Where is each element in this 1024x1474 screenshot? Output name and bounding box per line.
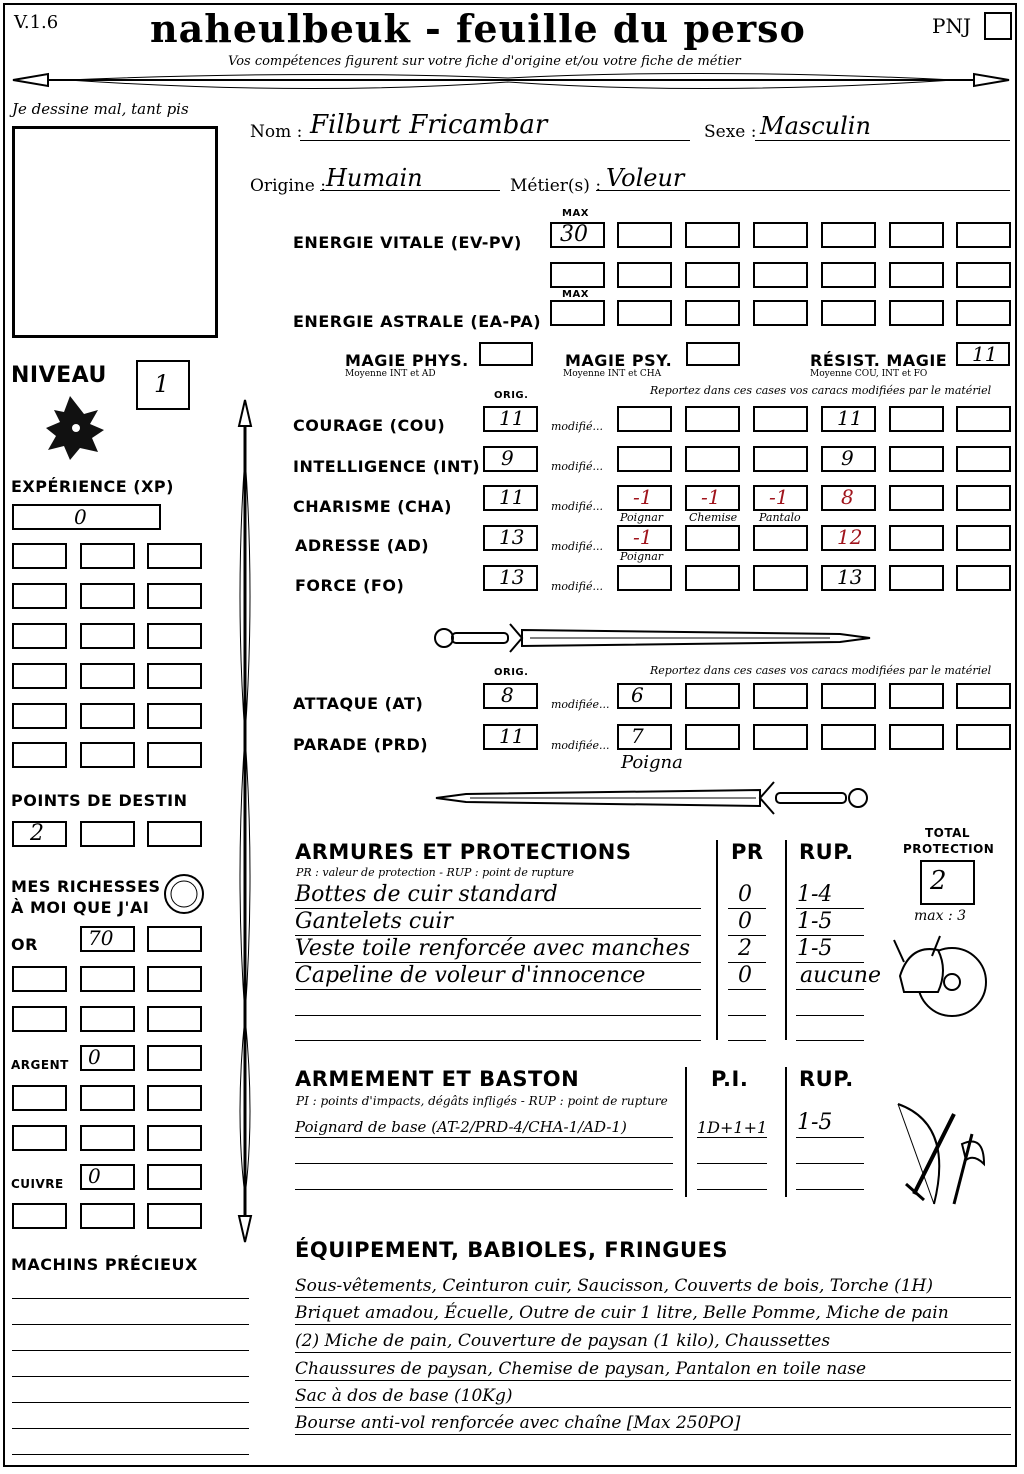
money-cell[interactable] (12, 1203, 67, 1229)
ev-label: ENERGIE VITALE (EV-PV) (293, 233, 522, 252)
armure-row-rup[interactable]: 1-5 (797, 909, 833, 934)
armure-row-pr[interactable]: 0 (738, 882, 752, 907)
armure-row-line[interactable] (728, 1015, 766, 1016)
equipement-rule (295, 1380, 1011, 1381)
cha-mod-3-value: -1 (769, 485, 789, 509)
ad-orig-value: 13 (499, 525, 525, 549)
xp-cell[interactable] (147, 623, 202, 649)
armure-rup-header: RUP. (799, 840, 854, 864)
coin-icon (162, 872, 206, 916)
ad-mod-1-value: -1 (633, 525, 653, 549)
armement-pi-header: P.I. (711, 1067, 749, 1091)
ea-max-label: MAX (562, 289, 589, 300)
courage-modif-label: modifié... (551, 420, 603, 433)
at-mod-box[interactable] (889, 683, 944, 709)
courage-mod-box[interactable] (617, 406, 672, 432)
ev-box[interactable] (753, 222, 808, 248)
armement-row-line[interactable] (295, 1163, 673, 1164)
metier-value[interactable]: Voleur (606, 164, 685, 192)
armement-col-divider (685, 1067, 687, 1197)
ad-mod-box[interactable] (889, 525, 944, 551)
argent-label: ARGENT (11, 1058, 69, 1072)
ad-mod-box[interactable] (956, 525, 1011, 551)
armure-title: ARMURES ET PROTECTIONS (295, 840, 632, 864)
fo-modif-label: modifié... (551, 580, 603, 593)
magie-phys-label: MAGIE PHYS. (345, 351, 469, 370)
ev-box[interactable] (685, 222, 740, 248)
ev-box[interactable] (956, 262, 1011, 288)
money-cell[interactable] (80, 1006, 135, 1032)
int-mod-box[interactable] (753, 446, 808, 472)
xp-cell[interactable] (147, 742, 202, 768)
ea-box[interactable] (956, 300, 1011, 326)
ad-mod-box[interactable] (753, 525, 808, 551)
at-modif-label: modifiée... (551, 698, 610, 711)
prd-mod-box[interactable] (685, 724, 740, 750)
at-mod-value: 6 (631, 683, 644, 707)
cha-final-box[interactable] (821, 485, 876, 511)
xp-cell[interactable] (147, 703, 202, 729)
prd-mod-box[interactable] (821, 724, 876, 750)
ad-mod-box[interactable] (685, 525, 740, 551)
money-cell[interactable] (12, 1125, 67, 1151)
equipement-title: ÉQUIPEMENT, BABIOLES, FRINGUES (295, 1238, 728, 1262)
ad-orig-box[interactable] (483, 525, 538, 551)
xp-value: 0 (74, 505, 87, 529)
ea-label: ENERGIE ASTRALE (EA-PA) (293, 312, 542, 331)
xp-cell[interactable] (80, 703, 135, 729)
ea-box[interactable] (685, 300, 740, 326)
cuivre-box[interactable] (80, 1164, 135, 1190)
ea-box[interactable] (889, 300, 944, 326)
equipement-line[interactable]: Bourse anti-vol renforcée avec chaîne [Max 250PO] (295, 1413, 741, 1433)
combat-report-note: Reportez dans ces cases vos caracs modifiées par le matériel (650, 664, 992, 677)
machins-line[interactable] (12, 1350, 249, 1351)
courage-mod-box[interactable] (889, 406, 944, 432)
ad-mod-box[interactable] (617, 525, 672, 551)
ea-box[interactable] (821, 300, 876, 326)
equipement-rule (295, 1434, 1011, 1435)
fo-final-box[interactable] (821, 565, 876, 591)
or-box[interactable] (80, 926, 135, 952)
armure-row-line[interactable] (728, 1040, 766, 1041)
niveau-box[interactable] (136, 360, 190, 410)
argent-box[interactable] (147, 1045, 202, 1071)
money-cell[interactable] (80, 1203, 135, 1229)
int-orig-value: 9 (501, 446, 514, 470)
cuivre-label: CUIVRE (11, 1177, 64, 1191)
armure-row-rup[interactable]: 1-5 (797, 936, 833, 961)
equipement-line[interactable]: Sac à dos de base (10Kg) (295, 1386, 513, 1406)
equipement-line[interactable]: Sous-vêtements, Ceinturon cuir, Saucisson, Couverts de bois, Torche (1H) (295, 1276, 933, 1296)
attaque-label: ATTAQUE (AT) (293, 694, 424, 713)
dragon-icon (40, 392, 108, 464)
nom-value[interactable]: Filburt Fricambar (310, 110, 548, 140)
at-orig-value: 8 (501, 683, 514, 707)
total-protection-value: 2 (930, 866, 947, 896)
money-cell[interactable] (12, 1006, 67, 1032)
portrait-box[interactable] (12, 126, 218, 338)
magie-psy-note: Moyenne INT et CHA (563, 369, 662, 379)
armure-row-rup[interactable]: 1-4 (797, 882, 833, 907)
ev-box[interactable] (550, 262, 605, 288)
int-final-value: 9 (841, 446, 854, 470)
armement-row-line[interactable] (796, 1189, 864, 1190)
resist-magie-note: Moyenne COU, INT et FO (810, 369, 928, 379)
money-cell[interactable] (147, 1203, 202, 1229)
origine-label: Origine : (250, 176, 326, 196)
armement-row-rup[interactable]: 1-5 (797, 1110, 833, 1135)
xp-cell[interactable] (80, 623, 135, 649)
prd-mod-box[interactable] (617, 724, 672, 750)
intelligence-label: INTELLIGENCE (INT) (293, 457, 481, 476)
fo-mod-box[interactable] (956, 565, 1011, 591)
xp-box[interactable] (12, 504, 161, 530)
sheet-subtitle: Vos compétences figurent sur votre fiche d'origine et/ou votre fiche de métier (228, 54, 741, 69)
armure-row-line[interactable] (796, 1040, 864, 1041)
armure-row-line (796, 989, 864, 990)
ea-max-box[interactable] (550, 300, 605, 326)
total-protection-label-2: PROTECTION (903, 842, 995, 856)
niveau-label: NIVEAU (11, 363, 107, 388)
prd-mod-note: Poigna (621, 752, 683, 773)
cha-orig-box[interactable] (483, 485, 538, 511)
nom-label: Nom : (250, 122, 303, 142)
at-mod-box[interactable] (753, 683, 808, 709)
int-mod-box[interactable] (956, 446, 1011, 472)
at-mod-box[interactable] (685, 683, 740, 709)
ev-box[interactable] (821, 222, 876, 248)
charisme-label: CHARISME (CHA) (293, 497, 452, 516)
armement-row-line[interactable] (295, 1189, 673, 1190)
sword-icon (430, 618, 876, 658)
spear-divider-icon (8, 66, 1014, 94)
carac-report-note: Reportez dans ces cases vos caracs modifiées par le matériel (650, 384, 992, 397)
pnj-label: PNJ (932, 14, 971, 38)
int-orig-box[interactable] (483, 446, 538, 472)
money-cell[interactable] (80, 1125, 135, 1151)
destin-box[interactable] (147, 821, 202, 847)
machins-label: MACHINS PRÉCIEUX (11, 1255, 198, 1274)
carac-orig-label: ORIG. (494, 390, 529, 401)
cuivre-box[interactable] (147, 1164, 202, 1190)
fo-final-value: 13 (837, 565, 863, 589)
armure-row-line[interactable] (295, 1015, 701, 1016)
magie-phys-box[interactable] (479, 342, 533, 366)
armure-row-line (728, 989, 766, 990)
ad-final-value: 12 (837, 525, 863, 549)
resist-magie-box[interactable] (956, 342, 1010, 366)
ev-box[interactable] (617, 222, 672, 248)
courage-orig-box[interactable] (483, 406, 538, 432)
ad-final-box[interactable] (821, 525, 876, 551)
helmet-shield-icon (890, 930, 990, 1024)
ev-max-value: 30 (560, 222, 588, 247)
armure-row-line[interactable] (295, 1040, 701, 1041)
money-cell[interactable] (80, 1085, 135, 1111)
machins-line[interactable] (12, 1454, 249, 1455)
courage-label: COURAGE (COU) (293, 416, 446, 435)
armure-row-pr[interactable]: 0 (738, 963, 752, 988)
armure-row-line (295, 989, 701, 990)
sword-icon (430, 778, 876, 818)
fo-mod-box[interactable] (685, 565, 740, 591)
armure-row-pr[interactable]: 0 (738, 909, 752, 934)
armure-pr-header: PR (731, 840, 764, 864)
magie-phys-note: Moyenne INT et AD (345, 369, 436, 379)
armement-row-line[interactable] (697, 1163, 767, 1164)
money-cell[interactable] (147, 1006, 202, 1032)
money-cell[interactable] (80, 966, 135, 992)
cha-mod-box[interactable] (685, 485, 740, 511)
total-protection-label: TOTAL (925, 826, 971, 840)
cha-mod-2-value: -1 (701, 485, 721, 509)
parade-label: PARADE (PRD) (293, 735, 429, 754)
armement-rup-header: RUP. (799, 1067, 854, 1091)
niveau-value: 1 (154, 370, 170, 398)
ad-modif-label: modifié... (551, 540, 603, 553)
machins-line[interactable] (12, 1324, 249, 1325)
or-box[interactable] (147, 926, 202, 952)
armure-note: PR : valeur de protection - RUP : point de rupture (296, 866, 574, 879)
richesses-label: MES RICHESSES (11, 877, 161, 896)
xp-cell[interactable] (80, 663, 135, 689)
armement-row-line (295, 1137, 673, 1138)
int-mod-box[interactable] (889, 446, 944, 472)
courage-mod-box[interactable] (753, 406, 808, 432)
prd-mod-box[interactable] (956, 724, 1011, 750)
machins-line[interactable] (12, 1428, 249, 1429)
prd-mod-value: 7 (631, 724, 644, 748)
sheet-title: naheulbeuk - feuille du perso (150, 6, 806, 51)
armure-col-divider (716, 840, 718, 1040)
courage-orig-value: 11 (499, 406, 525, 430)
portrait-caption: Je dessine mal, tant pis (12, 100, 189, 118)
sexe-value[interactable]: Masculin (760, 112, 871, 140)
fo-mod-box[interactable] (889, 565, 944, 591)
xp-label: EXPÉRIENCE (XP) (11, 477, 174, 496)
int-mod-box[interactable] (685, 446, 740, 472)
argent-value: 0 (88, 1045, 101, 1069)
prd-mod-box[interactable] (889, 724, 944, 750)
ev-max-label: MAX (562, 208, 589, 219)
fo-orig-value: 13 (499, 565, 525, 589)
ev-box[interactable] (685, 262, 740, 288)
xp-cell[interactable] (147, 663, 202, 689)
cha-mod-1-note: Poignar (620, 511, 664, 524)
ev-box[interactable] (617, 262, 672, 288)
money-cell[interactable] (147, 1125, 202, 1151)
xp-cell[interactable] (80, 583, 135, 609)
sexe-line (755, 140, 1010, 141)
equipement-line[interactable]: (2) Miche de pain, Couverture de paysan (1 kilo), Chaussettes (295, 1331, 831, 1351)
ev-box[interactable] (753, 262, 808, 288)
adresse-label: ADRESSE (AD) (295, 536, 430, 555)
or-label: OR (11, 935, 38, 954)
sexe-label: Sexe : (704, 122, 757, 142)
armement-note: PI : points d'impacts, dégâts infligés - RUP : point de rupture (296, 1094, 668, 1108)
money-cell[interactable] (147, 1085, 202, 1111)
xp-cell[interactable] (12, 583, 67, 609)
xp-cell[interactable] (147, 543, 202, 569)
money-cell[interactable] (12, 966, 67, 992)
cha-final-value: 8 (841, 485, 854, 509)
cha-mod-3-note: Pantalo (759, 511, 801, 524)
weapons-icon (884, 1094, 994, 1214)
prd-modif-label: modifiée... (551, 739, 610, 752)
ea-box[interactable] (753, 300, 808, 326)
armement-row-line (796, 1137, 864, 1138)
money-cell[interactable] (147, 966, 202, 992)
courage-final-value: 11 (837, 406, 863, 430)
armure-row-name[interactable]: Veste toile renforcée avec manches (295, 936, 690, 961)
armement-row-pi[interactable]: 1D+1+1 (697, 1118, 768, 1137)
at-mod-box[interactable] (617, 683, 672, 709)
version-label: V.1.6 (14, 12, 59, 33)
armement-row-line[interactable] (697, 1189, 767, 1190)
nom-line (300, 140, 690, 141)
armure-row-name[interactable]: Capeline de voleur d'innocence (295, 963, 646, 988)
fo-mod-box[interactable] (753, 565, 808, 591)
equipement-rule (295, 1407, 1011, 1408)
at-mod-box[interactable] (821, 683, 876, 709)
destin-box[interactable] (80, 821, 135, 847)
xp-cell[interactable] (80, 543, 135, 569)
armure-row-name[interactable]: Gantelets cuir (295, 909, 453, 934)
destin-label: POINTS DE DESTIN (11, 791, 188, 810)
cha-orig-value: 11 (499, 485, 525, 509)
cha-mod-box[interactable] (889, 485, 944, 511)
int-mod-box[interactable] (617, 446, 672, 472)
machins-line[interactable] (12, 1298, 249, 1299)
armement-row-line[interactable] (796, 1163, 864, 1164)
cha-mod-box[interactable] (617, 485, 672, 511)
ev-box[interactable] (889, 222, 944, 248)
at-orig-box[interactable] (483, 683, 538, 709)
argent-box[interactable] (80, 1045, 135, 1071)
force-label: FORCE (FO) (295, 576, 405, 595)
fo-mod-box[interactable] (617, 565, 672, 591)
xp-cell[interactable] (147, 583, 202, 609)
cha-mod-box[interactable] (956, 485, 1011, 511)
ev-box[interactable] (956, 222, 1011, 248)
xp-cell[interactable] (12, 543, 67, 569)
cha-modif-label: modifié... (551, 500, 603, 513)
prd-mod-box[interactable] (753, 724, 808, 750)
courage-mod-box[interactable] (956, 406, 1011, 432)
armure-row-pr[interactable]: 2 (738, 936, 752, 961)
ev-box[interactable] (821, 262, 876, 288)
xp-cell[interactable] (12, 703, 67, 729)
equipement-line[interactable]: Chaussures de paysan, Chemise de paysan, Pantalon en toile nase (295, 1359, 867, 1379)
prd-orig-value: 11 (499, 724, 525, 748)
or-value: 70 (88, 926, 114, 950)
cha-mod-1-value: -1 (633, 485, 653, 509)
richesses-label-2: À MOI QUE J'AI (11, 898, 150, 917)
ev-max-box[interactable] (550, 222, 605, 248)
cha-mod-box[interactable] (753, 485, 808, 511)
equipement-rule (295, 1297, 1011, 1298)
xp-cell[interactable] (12, 663, 67, 689)
ea-box[interactable] (617, 300, 672, 326)
max-protection-note: max : 3 (914, 908, 967, 924)
machins-line[interactable] (12, 1402, 249, 1403)
armure-col-divider (785, 840, 787, 1040)
fo-orig-box[interactable] (483, 565, 538, 591)
machins-line[interactable] (12, 1376, 249, 1377)
combat-orig-label: ORIG. (494, 667, 529, 678)
destin-box[interactable] (12, 821, 67, 847)
int-final-box[interactable] (821, 446, 876, 472)
armure-row-rup[interactable]: aucune (800, 963, 881, 988)
equipement-rule (295, 1324, 1011, 1325)
cha-mod-2-note: Chemise (689, 511, 738, 524)
equipement-line[interactable]: Briquet amadou, Écuelle, Outre de cuir 1 litre, Belle Pomme, Miche de pain (295, 1303, 949, 1323)
total-protection-box[interactable] (920, 860, 975, 905)
resist-magie-value: 11 (972, 342, 998, 366)
courage-final-box[interactable] (821, 406, 876, 432)
ev-box[interactable] (889, 262, 944, 288)
equipement-rule (295, 1352, 1011, 1353)
destin-value: 2 (30, 821, 44, 846)
at-mod-box[interactable] (956, 683, 1011, 709)
armement-row-name[interactable]: Poignard de base (AT-2/PRD-4/CHA-1/AD-1) (295, 1118, 627, 1136)
armement-row-line (697, 1137, 767, 1138)
money-cell[interactable] (12, 1085, 67, 1111)
magie-psy-label: MAGIE PSY. (565, 351, 673, 370)
magie-psy-box[interactable] (686, 342, 740, 366)
armure-row-name[interactable]: Bottes de cuir standard (295, 882, 558, 907)
armement-col-divider (785, 1067, 787, 1197)
prd-orig-box[interactable] (483, 724, 538, 750)
pnj-checkbox[interactable] (984, 12, 1012, 40)
xp-cell[interactable] (12, 742, 67, 768)
int-modif-label: modifié... (551, 460, 603, 473)
armure-row-line[interactable] (796, 1015, 864, 1016)
vertical-spear-icon (230, 396, 260, 1246)
cuivre-value: 0 (88, 1164, 101, 1188)
metier-label: Métier(s) : (510, 176, 602, 196)
origine-value[interactable]: Humain (326, 164, 423, 192)
courage-mod-box[interactable] (685, 406, 740, 432)
xp-cell[interactable] (80, 742, 135, 768)
ad-mod-1-note: Poignar (620, 550, 664, 563)
armement-title: ARMEMENT ET BASTON (295, 1067, 580, 1091)
xp-cell[interactable] (12, 623, 67, 649)
resist-magie-label: RÉSIST. MAGIE (810, 351, 948, 370)
